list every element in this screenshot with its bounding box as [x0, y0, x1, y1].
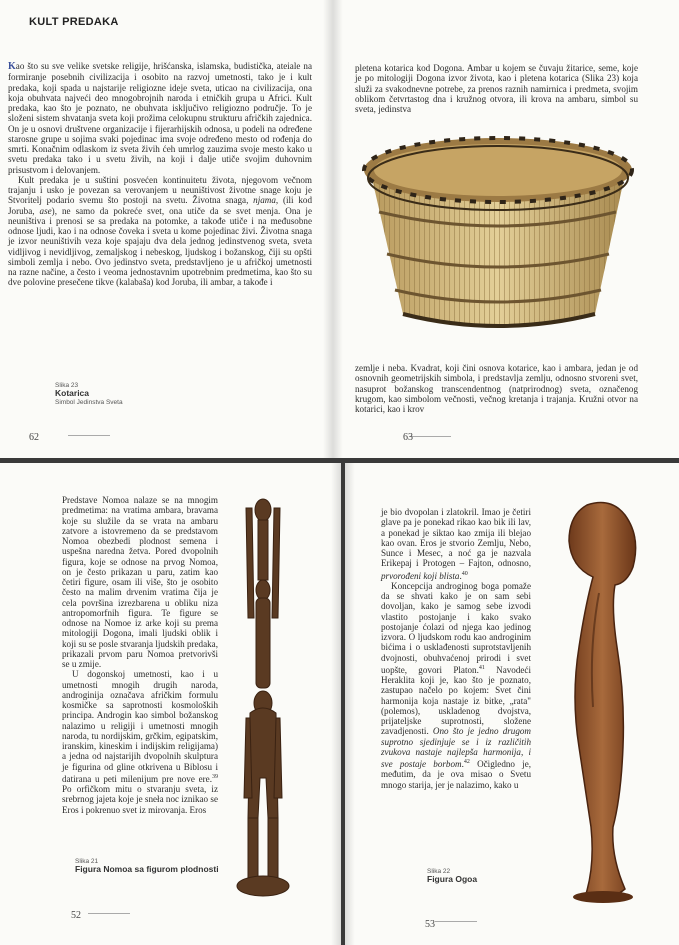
paragraph: [8, 61, 312, 175]
footnote-ref: 40: [461, 570, 468, 577]
paragraph: je bio dvopolan i zlatokril. Imao je četiri glave pa je ponekad rikao kao bik ili lav, a ponekad je siktao kao zmija ili blejao kao ovan. Eros je stvorio Zemlju, Nebo, Sunce i Mesec, a noć ga je nazvala Erikepaj i Protogen – Fajton, odnosno, prvorođeni koji blista.$^{40}$: [381, 507, 531, 581]
page-62-body: [8, 61, 312, 288]
chapter-title: KULT PREDAKA: [29, 16, 119, 28]
caption-title: Figura Ogoa: [427, 874, 478, 884]
basket-photo: [357, 128, 639, 348]
paragraph-text: ao što su sve velike svetske religije, hrišćanska, islamska, budistička, ateiale na formiranje posebnih civilizacija i osobito na razvoj umetnosti, tako je i kult predaka, koji spada u najstarije religiozne ideje sveta, uticao na civilizacija, ona koja obuhvata najveći deo mnogobrojnih naroda i etničkih grupa u Africi. Kult predaka, kao što je poznato, ne obuhvata isključivo religiozno područje. To je složeni sistem shvatanja sveta koji prožima celokupnu strukturu afričkih zajednica. On je u osnovi društvene organizacije i fijerarhijskih odnosa, u podeli na određene starosne grupe u sojima svaki pojedinac ima svoje određeno mesto od rođenja do smrti. Konačnim odlaskom iz sveta živih ćeh umrlog zauzima svoje mesto kako u svetu predaka tako i u svetu živih, na koji i dalje utiče svojim duhovnim prisustvom i delovanjem.: [8, 61, 312, 175]
figure-caption: [55, 382, 175, 406]
page-number: 62: [29, 432, 39, 443]
emphasis-text: ase: [39, 205, 52, 216]
emphasis-text: Ono što je jedno drugom suprotno sjedinjuje se i iz različitih zvukova nastaje najlepša harmonija, i sve postaje borbom: [381, 726, 531, 770]
page-63: [333, 0, 679, 458]
paragraph-text: Kult predaka je u suštini posvećen kontinuitetu života, njegovom večnom trajanju i usko je povezan sa verovanjem u neuništivost životne snage koju je Stvoritelj podario svemu što postoji na svetu. Životna snaga,: [8, 174, 312, 206]
footnote-ref: 39: [212, 773, 218, 780]
page-number-rule: [435, 921, 477, 922]
page-number: 52: [71, 910, 81, 921]
page-number: 53: [425, 919, 435, 930]
emphasis-text: prvorođeni koji blista: [381, 570, 460, 581]
footnote-ref: 42: [463, 759, 470, 766]
page-number-rule: [409, 436, 451, 437]
paragraph-text: Navodeći Heraklita koji je, kao što je poznato, zastupao načelo po kojem: Svet čini harmonija koja nastaje iz bitke, „rata" (polemos), uskladenog dvojstva, prijateljske suprotnosti, složene zavadjenosti.: [381, 664, 531, 737]
paragraph-text: ), ne samo da pokreće svet, ona utiče da se svet menja. Ona je neuništiva i prenosi se sa predaka na potomke, a takođe utiče i na međusobne odnose ljudi, kao i na odnose čoveka i sveta u kome pojedinac živi. Životna snaga je izvor neuništivih veza koje spajaju dva dela jednog jedinstvenog sveta, sveta vidljivog i nevidljivog, zemaljskog i nebeskog, ljudskog i božanskog, čiji su opšti simboli zemlja i nebo. Ovo jedinstvo sveta, predstavljeno je u afričkoj umetnosti na razne načine, a često i veoma jednostavnim upotrebnim predmetima, kao što su dve polovine presečene tikve (kalabaša) kod Joruba, ili ambar, a takođe i: [8, 205, 312, 288]
caption-title: Figura Nomoa sa figurom plodnosti: [75, 864, 219, 874]
gutter-shadow: [331, 463, 341, 945]
figure-caption: [75, 858, 225, 875]
paragraph: Predstave Nomoa nalaze se na mnogim predmetima: na vratima ambara, bravama koje su služile da se vrata na ambaru zatvore a istovremeno da se predstavom Nomoa obezbedi plodnost semena i uspešna naredna žetva. Pored dvopolnih figura, koje se odnose na prvog Nomoa, on je često prikazan u paru, zatim kao četiri figure, osam ili više, što je osobito često na malim drvenim vratima čija je cela površina izrezbarena u obliku niza antropomorfnih figura. Te figure se odnose na Nomoe iz arke koji su prema mitologiji Dogona, imali ljudski oblik i koji su se posle stvaranja ljudskih predaka, prikazali prvom paru Nomoa pretvorivši se u zmije.: [62, 495, 218, 669]
caption-number: Slika 23: [55, 382, 79, 389]
page-63-top-text: pletena kotarica kod Dogona. Ambar u kojem se čuvaju žitarice, seme, koje je po mitologiji Dogona izvor života, kao i pletena kotarica (Slika 23) koja služi za svakodnevne potrebe, za prenos raznih namirnica i predmeta, svojim oblikom četvrtastog dna i kružnog otvora, ili krova na ambaru, simbol su sveta, jedinstva: [355, 63, 638, 114]
paragraph: [8, 175, 312, 288]
page-63-bottom-text: zemlje i neba. Kvadrat, koji čini osnova kotarice, kao i ambara, jedan je od osnovnih geometrijskih simbola, i predstavlja zemlju, odnosno stvoreni svet, nasuprot božanskog transcendentnog (natprirodnog) sveta, označenog krugom, kao simbolom večnosti, večnog kretanja i trajanja. Kružni otvor na kotarici, kao i krov: [355, 363, 638, 414]
page-62: [0, 0, 333, 458]
gutter-shadow: [323, 0, 333, 458]
gutter-shadow: [333, 0, 343, 458]
paragraph-text: U dogonskoj umetnosti, kao i u umetnosti mnogih drugih naroda, androginija označava afričkim formulu kosmičke sa saprotnosti kosmoloških principa. Androgin kao simbol božanskog nalazimo u religiji i umetnosti mnogih naroda, tu nordijskim, grčkim, egipatskim, iranskim, kineskim i indijskim religijama) a jedna od najstarijih dvopolnih skulptura je figurina od gline otkrivena u Biblosu i datirana u peti milenijum pre nove ere.: [62, 669, 218, 784]
gutter-shadow: [345, 463, 355, 945]
paragraph-text: Koncepcija androginog boga pomaže da se shvati kako je on sam sebi dovoljan, kako je samog sebe izvodi vlastito postojanje i kako svako postojanje ćolazi od njega kao jedinog izvora. O ljudskom rodu kao androginim bićima i o usklađenosti suprotstavljenih dvojnosti, obuhvaćenoj prirodi i svet uopšte, govori Platon.: [381, 580, 531, 675]
paragraph-text: Po orfičkom mitu o stvaranju sveta, iz srebrnog jajeta koje je sneła noc iznikao se Eros i pokrenuo svet iz mirovanja. Eros: [62, 784, 218, 815]
caption-title: Kotarica: [55, 388, 90, 398]
drop-letter: K: [8, 61, 16, 72]
figure-caption: [427, 868, 547, 885]
caption-number: Slika 22: [427, 868, 451, 875]
page-53: [345, 463, 679, 945]
paragraph-text: , (ili kod Joruba,: [8, 195, 312, 216]
page-number: 63: [403, 432, 413, 443]
paragraph-text: je bio dvopolan i zlatokril. Imao je četiri glave pa je ponekad rikao kao bik ili lav, a ponekad je siktao kao zmija ili blejao kao ovan. Eros je stvorio Zemlju, Nebo, Sunce i Mesec, a noć ga je nazvala Erikepaj i Protogen – Fajton, odnosno,: [381, 507, 531, 569]
page-52-body: [62, 495, 218, 815]
page-52: [0, 463, 341, 945]
page-53-body: [381, 507, 531, 790]
page-number-rule: [88, 913, 130, 914]
paragraph: Koncepcija androginog boga pomaže da se shvati kako je on sam sebi dovoljan, kako je samog sebe izvodi vlastito postojanje i kako svako postojanje ćolazi od njega kao jedinog izvora. O ljudskom rodu kao androginim bićima i o usklađenosti suprotstavljenih dvojnosti, obuhvaćenoj prirodi i svet uopšte, govori Platon.$^{41}$ Navodeći Heraklita koji je, kao što je poznato, zastupao načelo po kojem: Svet čini harmonija koja nastaje iz bitke, „rata" (polemos), uskladenog dvojstva, prijateljske suprotnosti, složene zavadjenosti. Ono što je jedno drugom suprotno sjedinjuje se i iz različitih zvukova nastaje najlepša harmonija, i sve postaje borbom.$^{42}$ Očigledno je, međutim, da je ova misao o Svetu mnogo starija, jer je nalazimo, kako u: [381, 580, 531, 790]
footnote-ref: 41: [478, 664, 485, 671]
page-number-rule: [68, 435, 110, 436]
nomo-figure-photo: [228, 498, 298, 900]
caption-source: Simbol Jedinstva Sveta: [55, 398, 123, 406]
ogo-figure-photo: [541, 497, 661, 909]
emphasis-text: njama: [253, 195, 276, 206]
paragraph-text: Očigledno je, međutim, da je ova misao o Svetu mnogo starija, jer je nalazimo, kako u: [381, 759, 531, 790]
paragraph: [62, 669, 218, 815]
caption-number: Slika 21: [75, 858, 99, 865]
